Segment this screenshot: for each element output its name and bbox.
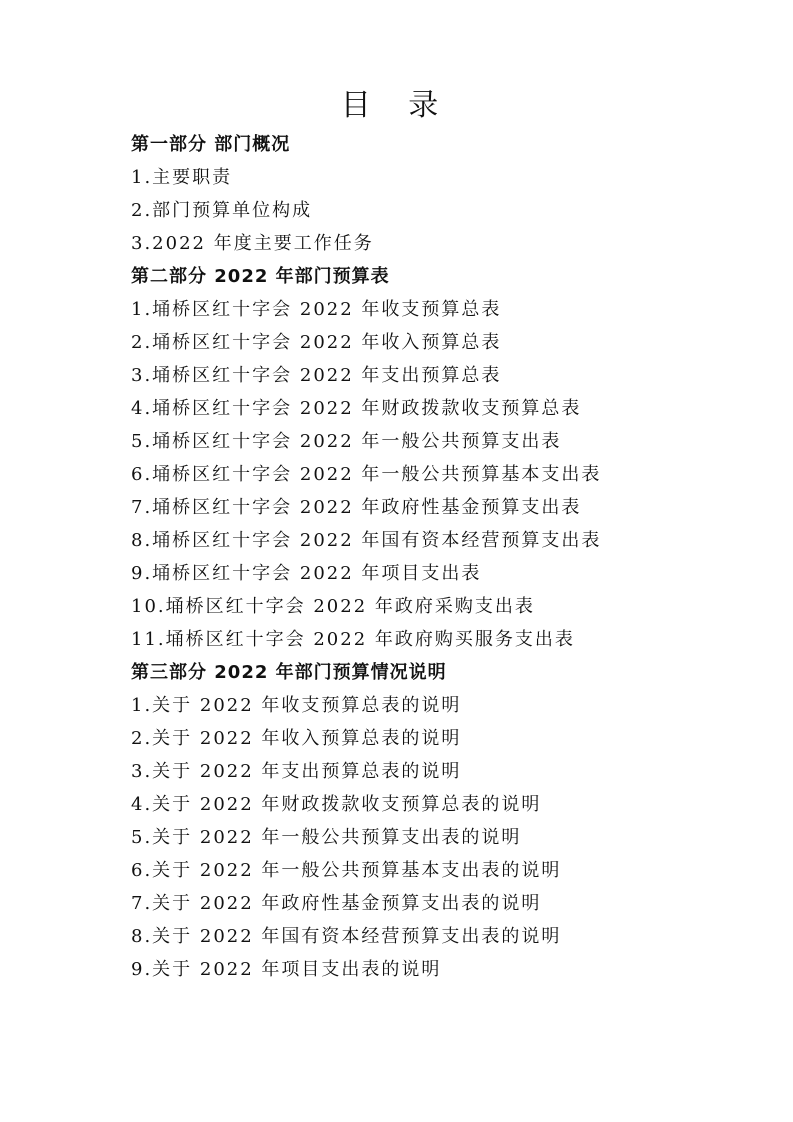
toc-item: 8.埇桥区红十字会 2022 年国有资本经营预算支出表: [131, 530, 602, 551]
toc-item: 11.埇桥区红十字会 2022 年政府购买服务支出表: [131, 629, 575, 650]
toc-item: 2.埇桥区红十字会 2022 年收入预算总表: [131, 332, 502, 353]
table-of-contents: [131, 128, 751, 986]
toc-item: 4.埇桥区红十字会 2022 年财政拨款收支预算总表: [131, 398, 582, 419]
toc-item: 7.埇桥区红十字会 2022 年政府性基金预算支出表: [131, 497, 582, 518]
toc-item: 3.埇桥区红十字会 2022 年支出预算总表: [131, 365, 502, 386]
toc-item: 1.埇桥区红十字会 2022 年收支预算总表: [131, 299, 502, 320]
section-heading: 第三部分 2022 年部门预算情况说明: [131, 662, 447, 683]
toc-list: [131, 293, 751, 656]
toc-item: 5.关于 2022 年一般公共预算支出表的说明: [131, 827, 522, 848]
page-title: 目 录: [340, 88, 453, 123]
toc-item: 6.埇桥区红十字会 2022 年一般公共预算基本支出表: [131, 464, 602, 485]
toc-item: 8.关于 2022 年国有资本经营预算支出表的说明: [131, 926, 562, 947]
toc-item: 2.部门预算单位构成: [131, 200, 313, 221]
toc-item: 3.关于 2022 年支出预算总表的说明: [131, 761, 462, 782]
toc-item: 7.关于 2022 年政府性基金预算支出表的说明: [131, 893, 542, 914]
toc-item: 1.主要职责: [131, 167, 233, 188]
toc-item: 10.埇桥区红十字会 2022 年政府采购支出表: [131, 596, 535, 617]
toc-item: 1.关于 2022 年收支预算总表的说明: [131, 695, 462, 716]
toc-item: 9.埇桥区红十字会 2022 年项目支出表: [131, 563, 482, 584]
toc-section-part-one: [131, 128, 751, 260]
toc-item: 4.关于 2022 年财政拨款收支预算总表的说明: [131, 794, 542, 815]
toc-item: 2.关于 2022 年收入预算总表的说明: [131, 728, 462, 749]
toc-item: 9.关于 2022 年项目支出表的说明: [131, 959, 442, 980]
section-heading: 第二部分 2022 年部门预算表: [131, 266, 390, 287]
toc-item: 3.2022 年度主要工作任务: [131, 233, 374, 254]
toc-item: 5.埇桥区红十字会 2022 年一般公共预算支出表: [131, 431, 562, 452]
toc-list: [131, 689, 751, 986]
toc-section-part-two: [131, 260, 751, 656]
toc-item: 6.关于 2022 年一般公共预算基本支出表的说明: [131, 860, 562, 881]
section-heading: 第一部分 部门概况: [131, 134, 291, 155]
toc-list: [131, 161, 751, 260]
toc-section-part-three: [131, 656, 751, 986]
